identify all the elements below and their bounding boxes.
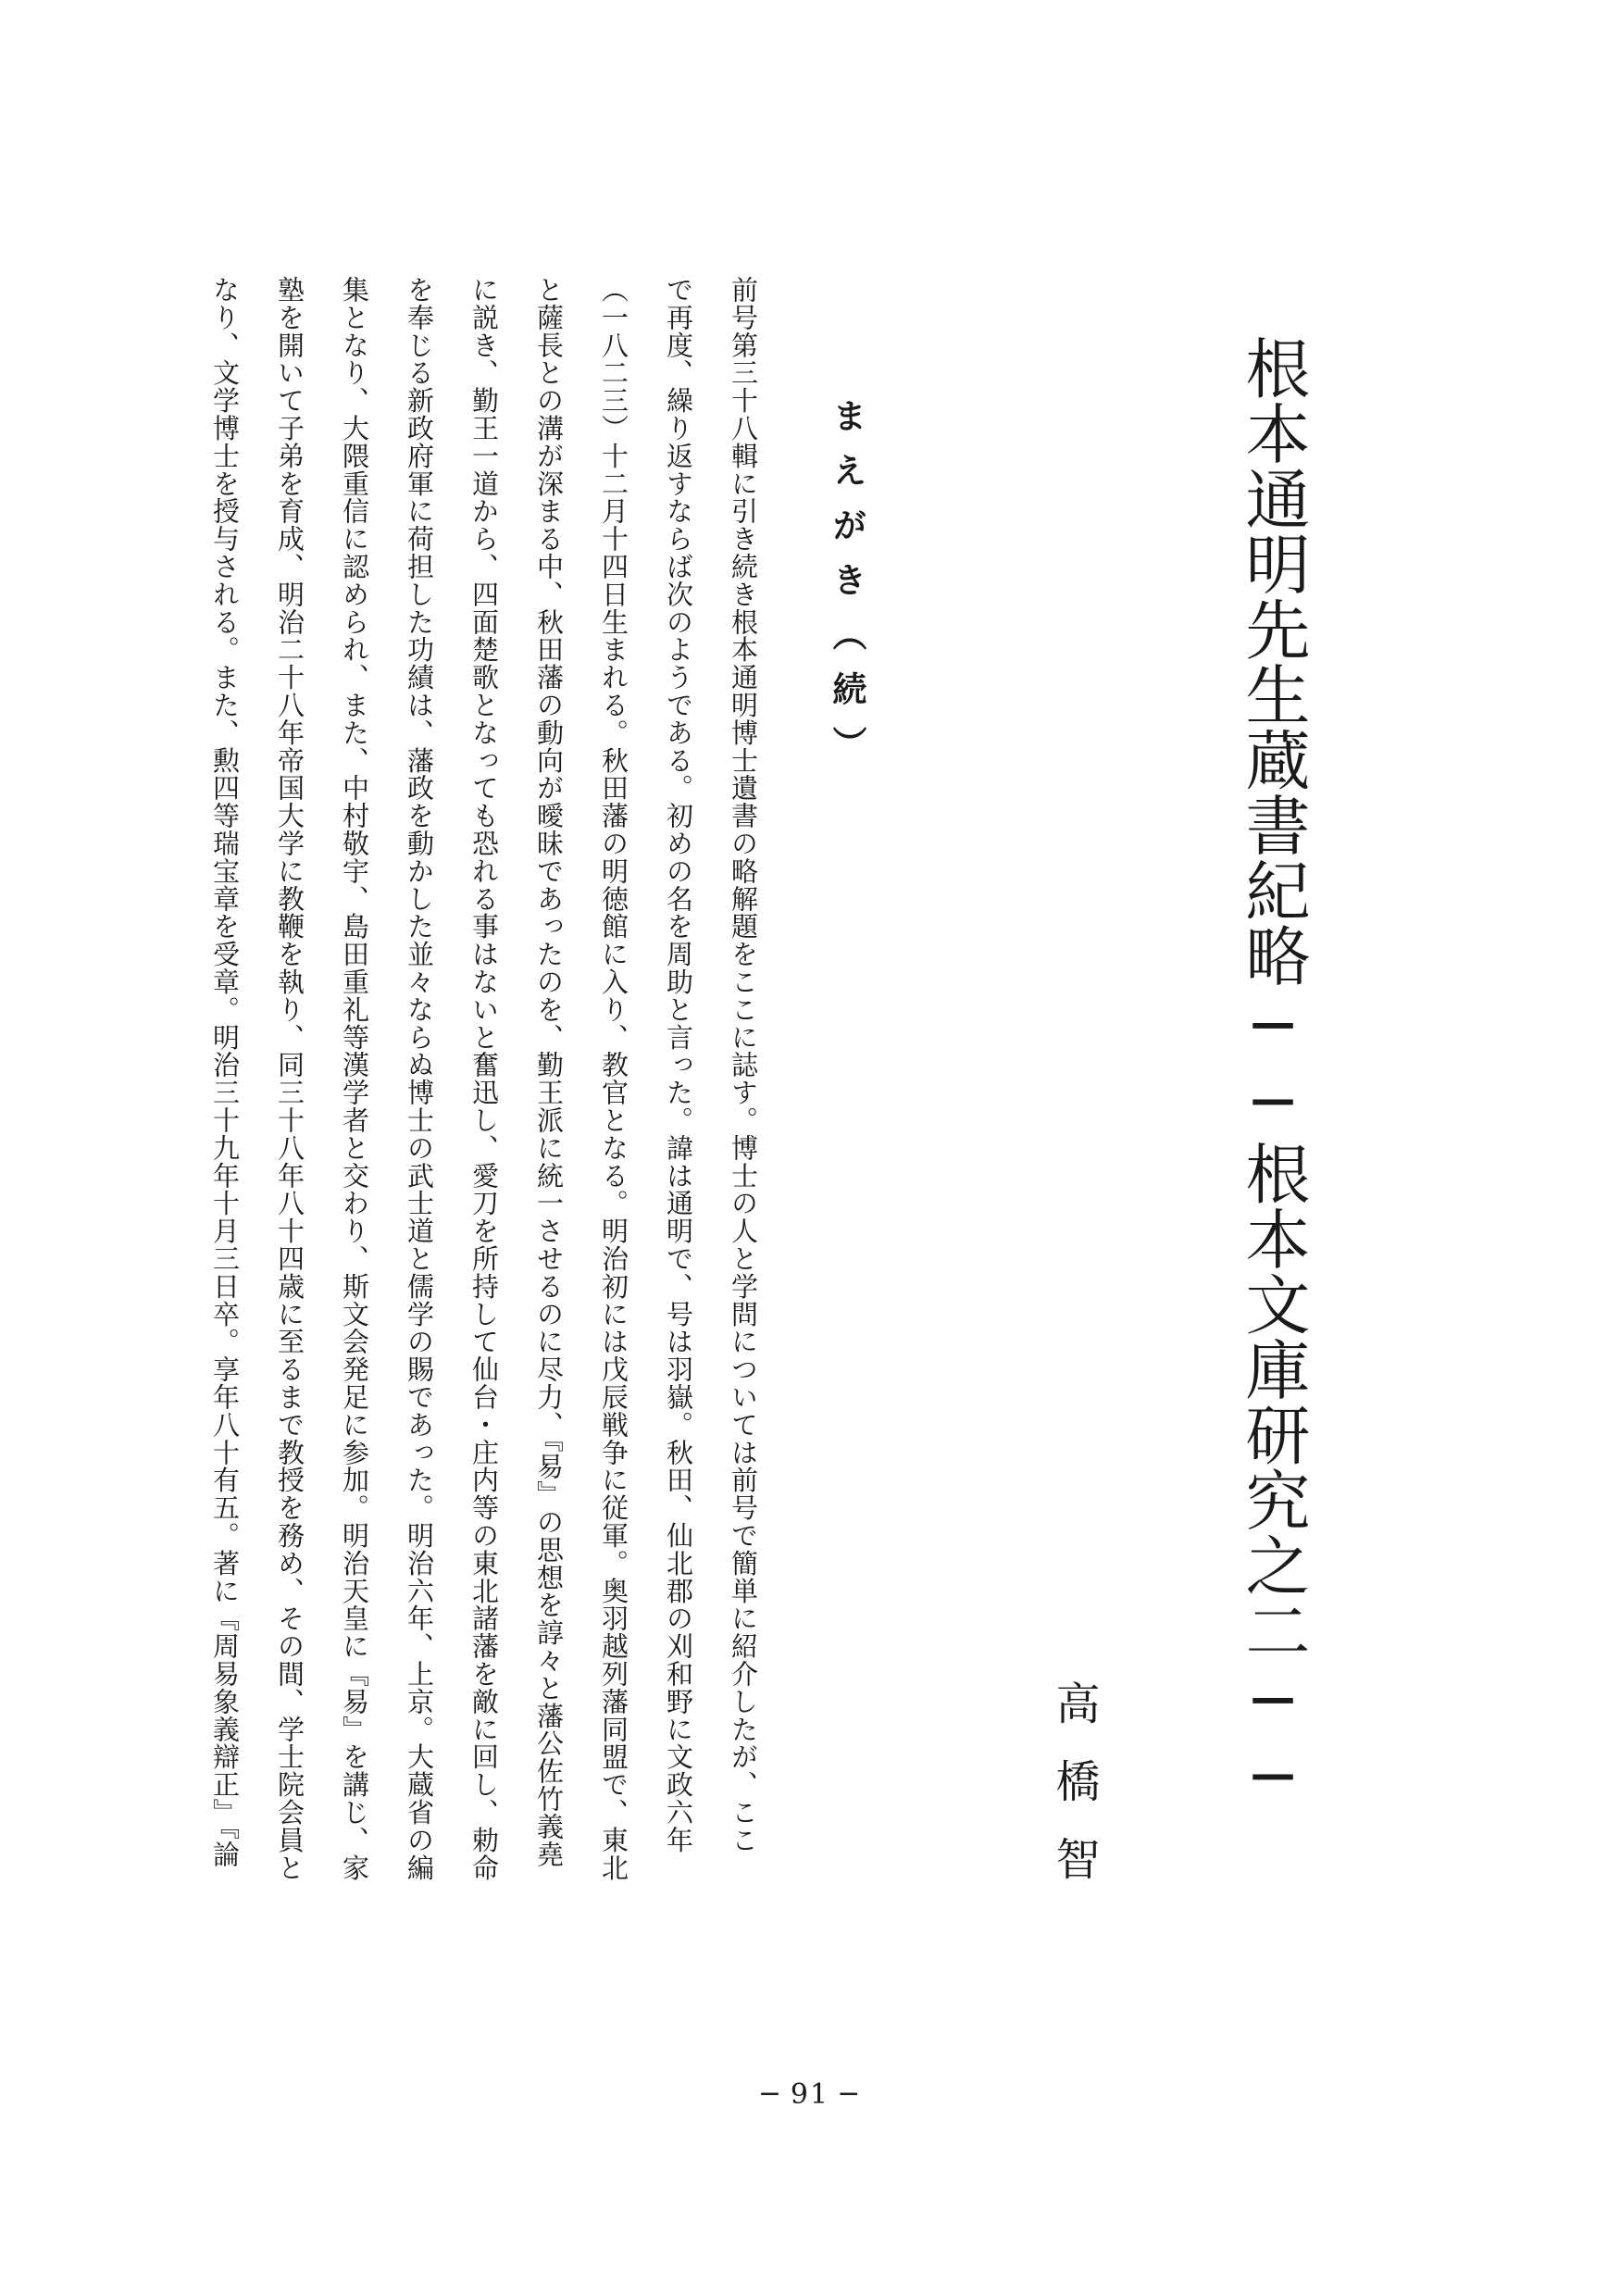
- body-line: を奉じる新政府軍に荷担した功績は、藩政を動かした並々ならぬ博士の武士道と儒学の賜であった。明治六年、上京。大蔵省の編: [404, 276, 435, 1882]
- body-line: 塾を開いて子弟を育成、明治二十八年帝国大学に教鞭を執り、同三十八年八十四歳に至るまで教授を務め、その間、学士院会員と: [274, 276, 305, 1882]
- body-line: （一八二三）十二月十四日生まれる。秋田藩の明徳館に入り、教官となる。明治初には戊辰戦争に従軍。奥羽越列藩同盟で、東北: [598, 276, 629, 1882]
- author-name: 高橋智: [1048, 1680, 1100, 1914]
- article-title: 根本通明先生蔵書紀略──根本文庫研究之二──: [1235, 335, 1311, 1816]
- body-line: 集となり、大隈重信に認められ、また、中村敬宇、島田重礼等漢学者と交わり、斯文会発足に参加。明治天皇に『易』を講じ、家: [339, 276, 370, 1882]
- body-line: なり、文学博士を授与される。また、勲四等瑞宝章を受章。明治三十九年十月三日卒。享年八十有五。著に『周易象義辯正』『論: [209, 276, 241, 1868]
- body-line: と薩長との溝が深まる中、秋田藩の動向が曖昧であったのを、勤王派に統一させるのに尽力、『易』の思想を諄々と藩公佐竹義堯: [533, 276, 565, 1868]
- body-text: [209, 276, 776, 2016]
- body-line: に説き、勤王一道から、四面楚歌となっても恐れる事はないと奮迅し、愛刀を所持して仙台・庄内等の東北諸藩を敵に回し、勅命: [468, 276, 500, 1882]
- section-heading: まえがき（続）: [827, 398, 867, 780]
- body-line: 前号第三十八輯に引き続き根本通明博士遺書の略解題をここに誌す。博士の人と学問については前号で簡単に紹介したが、ここ: [728, 276, 759, 1854]
- body-line: で再度、繰り返すならば次のようである。初めの名を周助と言った。諱は通明で、号は羽嶽。秋田、仙北郡の刈和野に文政六年: [663, 276, 694, 1854]
- page-number: ─ 91 ─: [761, 2078, 859, 2111]
